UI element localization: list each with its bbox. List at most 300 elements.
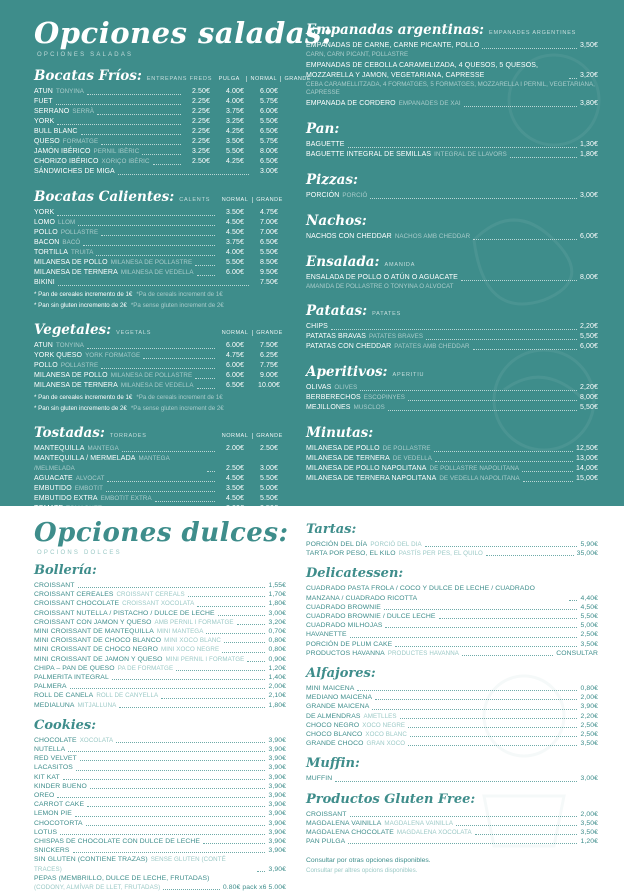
item-name-es: MEDIALUNA [34, 701, 75, 709]
item-name-es: CHISPAS DE CHOCOLATE CON DULCE DE LECHE [34, 838, 201, 846]
menu-item-row [34, 763, 286, 772]
menu-section [306, 792, 598, 847]
menu-item-row [306, 322, 598, 332]
menu-item-row [306, 630, 598, 639]
item-price: 5,00€ [580, 622, 598, 630]
menu-item-row [306, 383, 598, 393]
item-price: 14,00€ [575, 465, 598, 472]
item-name [306, 819, 453, 828]
section-title: Alfajores: [306, 666, 376, 682]
item-name-es: MILANESA DE POLLO NAPOLITANA [306, 465, 427, 472]
dotted-leader [426, 339, 577, 340]
menu-section [306, 364, 598, 413]
section-header [306, 213, 598, 229]
price-column-header: NORMAL [221, 197, 249, 203]
item-name-ca: TONYINA [55, 342, 85, 349]
item-price: 0,80€ [268, 646, 286, 654]
item-price: 4,50€ [580, 603, 598, 611]
section-note [34, 301, 286, 310]
item-price: 1,30€ [579, 141, 598, 148]
item-name-es: MEJILLONES [306, 404, 351, 411]
menu-item-row [306, 444, 598, 454]
dotted-leader [197, 388, 215, 389]
menu-item-row [306, 603, 598, 612]
dotted-leader [375, 699, 577, 700]
item-name-es: YORK QUESO [34, 352, 83, 359]
item-price: CONSULTAR [556, 649, 598, 657]
item-name [34, 664, 173, 673]
item-name-es: PRODUCTOS HAVANNA [306, 649, 385, 657]
dotted-leader [348, 843, 577, 844]
dotted-leader [68, 751, 265, 752]
menu-item-row [34, 238, 286, 248]
item-price: 3,90€ [580, 703, 598, 711]
menu-item-row [34, 268, 286, 278]
note-ca: *Pa de cereals increment de 1€ [136, 394, 223, 401]
dotted-leader [237, 624, 266, 625]
section-title: Pan: [306, 121, 340, 137]
menu-item-row [34, 636, 286, 645]
item-price: 2,50€ [580, 731, 598, 739]
item-price: 6.50€ [259, 239, 279, 246]
menu-section [34, 322, 286, 413]
section-title: Tostadas: [34, 425, 105, 441]
section-note [34, 404, 286, 413]
item-price: 2.50€ [225, 465, 245, 472]
item-name [306, 444, 431, 454]
item-price: 3,80€ [579, 100, 598, 107]
item-name-ca: PATATES BRAVES [369, 333, 424, 340]
item-price: 9.50€ [259, 269, 279, 276]
item-name-es: JAMÓN IBÉRICO [34, 148, 91, 155]
item-name [34, 107, 94, 117]
note-es: * Pan de cereales incremento de 1€ [34, 291, 133, 298]
item-name-ca: PORCIÓ DEL DIA [370, 541, 422, 548]
dotted-leader [473, 239, 577, 240]
item-name-es: EMPANADA DE CORDERO [306, 100, 396, 107]
item-name-ca: DE VEDELLA NAPOLITANA [439, 475, 520, 482]
dotted-leader [510, 157, 577, 158]
item-price: 3,90€ [268, 764, 286, 772]
item-price: 3.75€ [225, 108, 245, 115]
item-price: 2,20€ [579, 323, 598, 330]
menu-section [306, 566, 598, 658]
item-name-es: SIN GLUTEN (CONTIENE TRAZAS) [34, 856, 148, 864]
dotted-leader [434, 451, 573, 452]
item-name-ca: CARN, CARN PICANT, POLLASTRE [306, 51, 409, 58]
item-price: 8.00€ [259, 148, 279, 155]
item-name [34, 238, 80, 248]
item-name-ca: DE POLLASTRE NAPOLITANA [429, 465, 520, 472]
dotted-leader [569, 78, 577, 79]
item-name [34, 454, 204, 474]
menu-item-row [34, 754, 286, 763]
item-name-ca: XOCO NEGRE [362, 721, 406, 729]
section-header [34, 718, 286, 733]
dotted-leader [523, 481, 573, 482]
item-name-es: TORTILLA [34, 249, 68, 256]
item-name-es: SERRANO [34, 108, 70, 115]
dotted-leader [78, 225, 215, 226]
section-title: Pizzas: [306, 172, 358, 188]
item-name-es: BULL BLANC [34, 128, 78, 135]
section-subtitle: AMANIDA [384, 262, 416, 268]
dotted-leader [57, 797, 265, 798]
dotted-leader [408, 400, 577, 401]
price-column-header: PULGA [218, 76, 240, 82]
menu-item-row [34, 701, 286, 710]
item-name-ca: CROISSANT CEREALS [116, 591, 185, 599]
item-name [306, 774, 332, 783]
item-price: 3.00€ [259, 168, 279, 175]
item-name-ca: AMB PERNIL I FORMATGE [154, 618, 234, 626]
dotted-leader [360, 390, 577, 391]
section-title: Tartas: [306, 522, 357, 537]
item-price: 0,80€ [580, 685, 598, 693]
menu-item-row [306, 464, 598, 474]
menu-item-row [34, 745, 286, 754]
item-name-es: MAGDALENA CHOCOLATE [306, 829, 394, 837]
menu-item-row [34, 107, 286, 117]
item-price: 2.25€ [191, 98, 211, 105]
item-name [34, 147, 139, 157]
item-name-es: CHORIZO IBÉRICO [34, 158, 99, 165]
item-price: 7.50€ [259, 279, 279, 286]
item-name [306, 150, 507, 160]
section-title: Cookies: [34, 717, 97, 733]
item-price: 3,90€ [268, 838, 286, 846]
item-name-es: KIT KAT [34, 773, 60, 781]
item-price: 8,00€ [579, 274, 598, 281]
section-subtitle: EMPANADES ARGENTINES [489, 30, 577, 36]
item-name [306, 712, 397, 721]
menu-item-row [306, 474, 598, 484]
item-name [306, 693, 372, 702]
menu-item-row [306, 640, 598, 649]
menu-item-row [34, 444, 286, 454]
section-header [34, 189, 286, 205]
dotted-leader [206, 633, 265, 634]
menu-item-row [306, 774, 598, 783]
item-name-es: MANTEQUILLA / MERMELADA [34, 455, 136, 462]
item-name-es: ENSALADA DE POLLO O ATÚN O AGUACATE [306, 274, 458, 281]
dotted-leader [370, 198, 577, 199]
item-name [306, 603, 381, 612]
item-name [34, 371, 192, 381]
note-ca: *Pa de cereals increment de 1€ [136, 291, 223, 298]
item-name [34, 258, 192, 268]
dotted-leader [425, 546, 578, 547]
sweet-options-panel [0, 506, 624, 892]
menu-item-row [34, 819, 286, 828]
section-title: Bocatas Calientes: [34, 189, 175, 205]
item-name [34, 361, 98, 371]
item-name-es: CROISSANT CEREALES [34, 591, 114, 599]
item-price: 3,50€ [580, 819, 598, 827]
item-name [34, 846, 70, 855]
item-name-ca: MITJALLUNA [77, 701, 117, 709]
item-name-es: (CODONY, ALMÍVAR DE LLET, FRUTADAS) [34, 884, 161, 892]
item-name-es: BACON [34, 239, 60, 246]
item-price: 6.00€ [225, 362, 245, 369]
item-price: 1,20€ [580, 838, 598, 846]
section-title: Aperitivos: [306, 364, 388, 380]
item-price: 3,90€ [268, 865, 286, 873]
item-name [306, 739, 405, 748]
item-name-es: MUFFIN [306, 775, 333, 783]
dotted-leader [331, 329, 577, 330]
item-price: 5.50€ [259, 475, 279, 482]
item-price: 10.00€ [257, 382, 280, 389]
price-column-header: GRANDE [252, 433, 286, 439]
menu-item-row [34, 278, 286, 288]
item-name-es: CROISSANT [306, 810, 347, 818]
menu-item-row [306, 828, 598, 837]
item-price: 5.50€ [225, 259, 245, 266]
item-name-es: MILANESA DE TERNERA NAPOLITANA [306, 475, 437, 482]
item-name-es: EMPANADAS DE CARNE, CARNE PICANTE, POLLO [306, 42, 480, 49]
item-name-es: MINI CROISSANT DE CHOCO NEGRO [34, 646, 158, 654]
dotted-leader [195, 378, 215, 379]
item-name [306, 621, 382, 630]
item-price: 1,70€ [268, 591, 286, 599]
item-name [306, 721, 405, 730]
menu-section [34, 425, 286, 514]
item-price: 3,00€ [268, 609, 286, 617]
item-price: 6.25€ [259, 352, 279, 359]
item-price: 3,00€ [579, 192, 598, 199]
menu-item-row [306, 819, 598, 828]
dotted-leader [461, 280, 577, 281]
section-header [34, 322, 286, 338]
item-name-ca: PRODUCTES HAVANNA [387, 649, 460, 657]
section-header [34, 563, 286, 578]
item-price: 4.25€ [225, 158, 245, 165]
item-price: 3,50€ [580, 740, 598, 748]
item-name-ca: SENSE GLUTEN (CONTÉ TRACES) [34, 856, 226, 873]
item-price: 6.00€ [225, 342, 245, 349]
menu-section [306, 172, 598, 201]
menu-item-row [34, 494, 286, 504]
dotted-leader [97, 114, 181, 115]
section-header [306, 172, 598, 188]
item-name-ca: INTEGRAL DE LLAVORS [434, 151, 507, 158]
menu-item-row [34, 855, 286, 873]
menu-item-row [34, 208, 286, 218]
item-name-es: MAGDALENA VAINILLA [306, 819, 382, 827]
dotted-leader [456, 825, 577, 826]
dotted-leader [439, 618, 578, 619]
menu-section [306, 121, 598, 160]
dotted-leader [247, 661, 265, 662]
item-price: 3,90€ [268, 801, 286, 809]
item-name-ca: MILANESA DE VEDELLA [120, 269, 194, 276]
item-name-es: CUADRADO BROWNIE / DULCE LECHE [306, 613, 436, 621]
item-name-es: PALMERITA INTEGRAL [34, 674, 109, 682]
dotted-leader [76, 770, 266, 771]
section-subtitle: CALENTS [179, 197, 211, 203]
menu-item-row [34, 828, 286, 837]
item-price: 2,50€ [580, 721, 598, 729]
item-name-es: ATUN [34, 88, 53, 95]
item-price: 6.50€ [225, 382, 245, 389]
item-price: 5,90€ [580, 541, 598, 548]
item-name [34, 736, 113, 745]
price-column-header: GRANDE [280, 76, 314, 82]
item-price: 2.50€ [191, 88, 211, 95]
item-price: 3,90€ [268, 847, 286, 855]
item-name-ca: YORK FORMATGE [85, 352, 141, 359]
item-name-ca: PATATES AMB CHEDDAR [394, 343, 470, 350]
section-title: Delicatessen: [306, 566, 404, 582]
item-price: 15,00€ [575, 475, 598, 482]
section-header [306, 303, 598, 319]
item-name-ca: PASTÍS PER PES, EL QUILO [398, 550, 483, 558]
section-header [306, 425, 598, 441]
dotted-leader [116, 742, 265, 743]
menu-item-row [306, 540, 598, 549]
item-price: 8.50€ [259, 259, 279, 266]
savory-left-sections [34, 68, 311, 514]
item-name-es: CROISSANT [34, 582, 75, 589]
price-column-header: NORMAL [221, 433, 249, 439]
dotted-leader [81, 134, 181, 135]
menu-item-row [34, 228, 286, 238]
section-header [34, 425, 286, 441]
dotted-leader [143, 358, 215, 359]
item-name [34, 701, 116, 710]
item-name-es: POLLO [34, 362, 58, 369]
menu-item-row [34, 117, 286, 127]
menu-section [34, 68, 311, 177]
item-name-es: DE ALMENDRAS [306, 712, 361, 720]
section-subtitle: APERITIU [392, 372, 425, 378]
dotted-leader [153, 164, 181, 165]
item-name-ca: PERNIL IBÈRIC [93, 148, 140, 155]
menu-item-row [306, 332, 598, 342]
item-name [306, 649, 459, 658]
item-name-es: MILANESA DE POLLO [306, 445, 380, 452]
item-name [34, 627, 203, 636]
item-name [306, 630, 347, 639]
item-price: 2,50€ [580, 631, 598, 639]
item-name-ca: EMPANADES DE XAI [398, 100, 461, 107]
menu-item-row [34, 147, 286, 157]
item-name-es: KINDER BUENO [34, 782, 87, 790]
item-name [306, 549, 483, 558]
item-name-ca: ESCOPINYES [363, 394, 406, 401]
item-name-ca: PA DE FORMATGE [117, 664, 174, 672]
item-name [34, 351, 140, 361]
sweet-page-subtitle: OPCIONS DOLCES [37, 550, 122, 556]
item-name [34, 381, 194, 391]
dotted-leader [87, 348, 215, 349]
dotted-leader [56, 104, 181, 105]
item-price: 1,20€ [268, 664, 286, 672]
item-name [34, 484, 103, 494]
item-price: 5,50€ [580, 613, 598, 621]
item-name-es: MILANESA DE POLLO [34, 372, 108, 379]
sweet-left-sections [34, 563, 286, 892]
item-name-ca: CROISSANT XOCOLATA [122, 600, 195, 608]
dotted-leader [101, 235, 215, 236]
item-name [34, 609, 215, 618]
section-header [306, 364, 598, 380]
menu-item-row [306, 584, 598, 602]
menu-item-row [34, 167, 286, 177]
item-name [34, 791, 54, 800]
dotted-leader [348, 147, 577, 148]
item-price: 2,00€ [580, 810, 598, 818]
item-name-ca: ROLL DE CANYELLA [96, 692, 159, 700]
item-name-ca: MINI XOCO NEGRE [161, 646, 220, 654]
item-name [306, 702, 369, 711]
item-name-ca: NACHOS AMB CHEDDAR [394, 233, 471, 240]
item-name [34, 599, 194, 608]
section-header [306, 666, 598, 681]
menu-section [306, 213, 598, 242]
dotted-leader [161, 698, 265, 699]
item-name-ca: FORMATGE [62, 138, 99, 145]
dotted-leader [462, 655, 553, 656]
item-price: 3,90€ [268, 736, 286, 744]
dotted-leader [78, 587, 266, 588]
sweet-page-title: Opciones dulces: [34, 518, 289, 548]
dotted-leader [57, 124, 181, 125]
price-column-header: GRANDE [252, 330, 286, 336]
item-name-ca: GRAN XOCO [366, 740, 406, 748]
item-name [306, 273, 458, 283]
item-name-es: MILANESA DE TERNERA [34, 269, 118, 276]
item-price: 35,00€ [576, 550, 598, 558]
item-name [34, 444, 119, 454]
dotted-leader [410, 736, 578, 737]
sweet-left-column [34, 518, 289, 892]
item-name-es: LOTUS [34, 828, 58, 836]
dotted-leader [73, 852, 266, 853]
item-name [306, 464, 519, 474]
item-price: 1,80€ [268, 701, 286, 709]
item-name [34, 673, 109, 682]
dotted-leader [482, 48, 577, 49]
dotted-leader [63, 779, 266, 780]
item-price: 12,50€ [575, 445, 598, 452]
item-name [306, 454, 432, 464]
item-name [34, 828, 57, 837]
menu-item-row [34, 341, 286, 351]
item-name-ca: AMANIDA DE POLLASTRE O TONYINA O ALVOCAT [306, 283, 454, 290]
item-name [34, 474, 104, 484]
dotted-leader [119, 707, 265, 708]
item-name [306, 41, 479, 51]
menu-item-row [34, 645, 286, 654]
menu-item-row [306, 684, 598, 693]
dotted-leader [435, 461, 573, 462]
item-price: 5,50€ [579, 404, 598, 411]
item-name [34, 590, 185, 599]
menu-item-row [306, 191, 598, 201]
item-price: 3,50€ [580, 640, 598, 648]
item-name-ca: CEBA CARAMELLITZADA, 4 FORMATGES, 5 FORMATGES, MOZZARELLA I PERNIL, VEGETARIANA, CAPRESSE [306, 81, 595, 96]
item-price: 3,20€ [268, 618, 286, 626]
item-price: 3,90€ [268, 819, 286, 827]
item-name-ca: MINI XOCO BLANC [164, 637, 221, 645]
menu-item-row [34, 361, 286, 371]
item-name [34, 874, 210, 883]
item-name [34, 268, 194, 278]
item-price: 4.00€ [225, 249, 245, 256]
menu-item-row [34, 809, 286, 818]
